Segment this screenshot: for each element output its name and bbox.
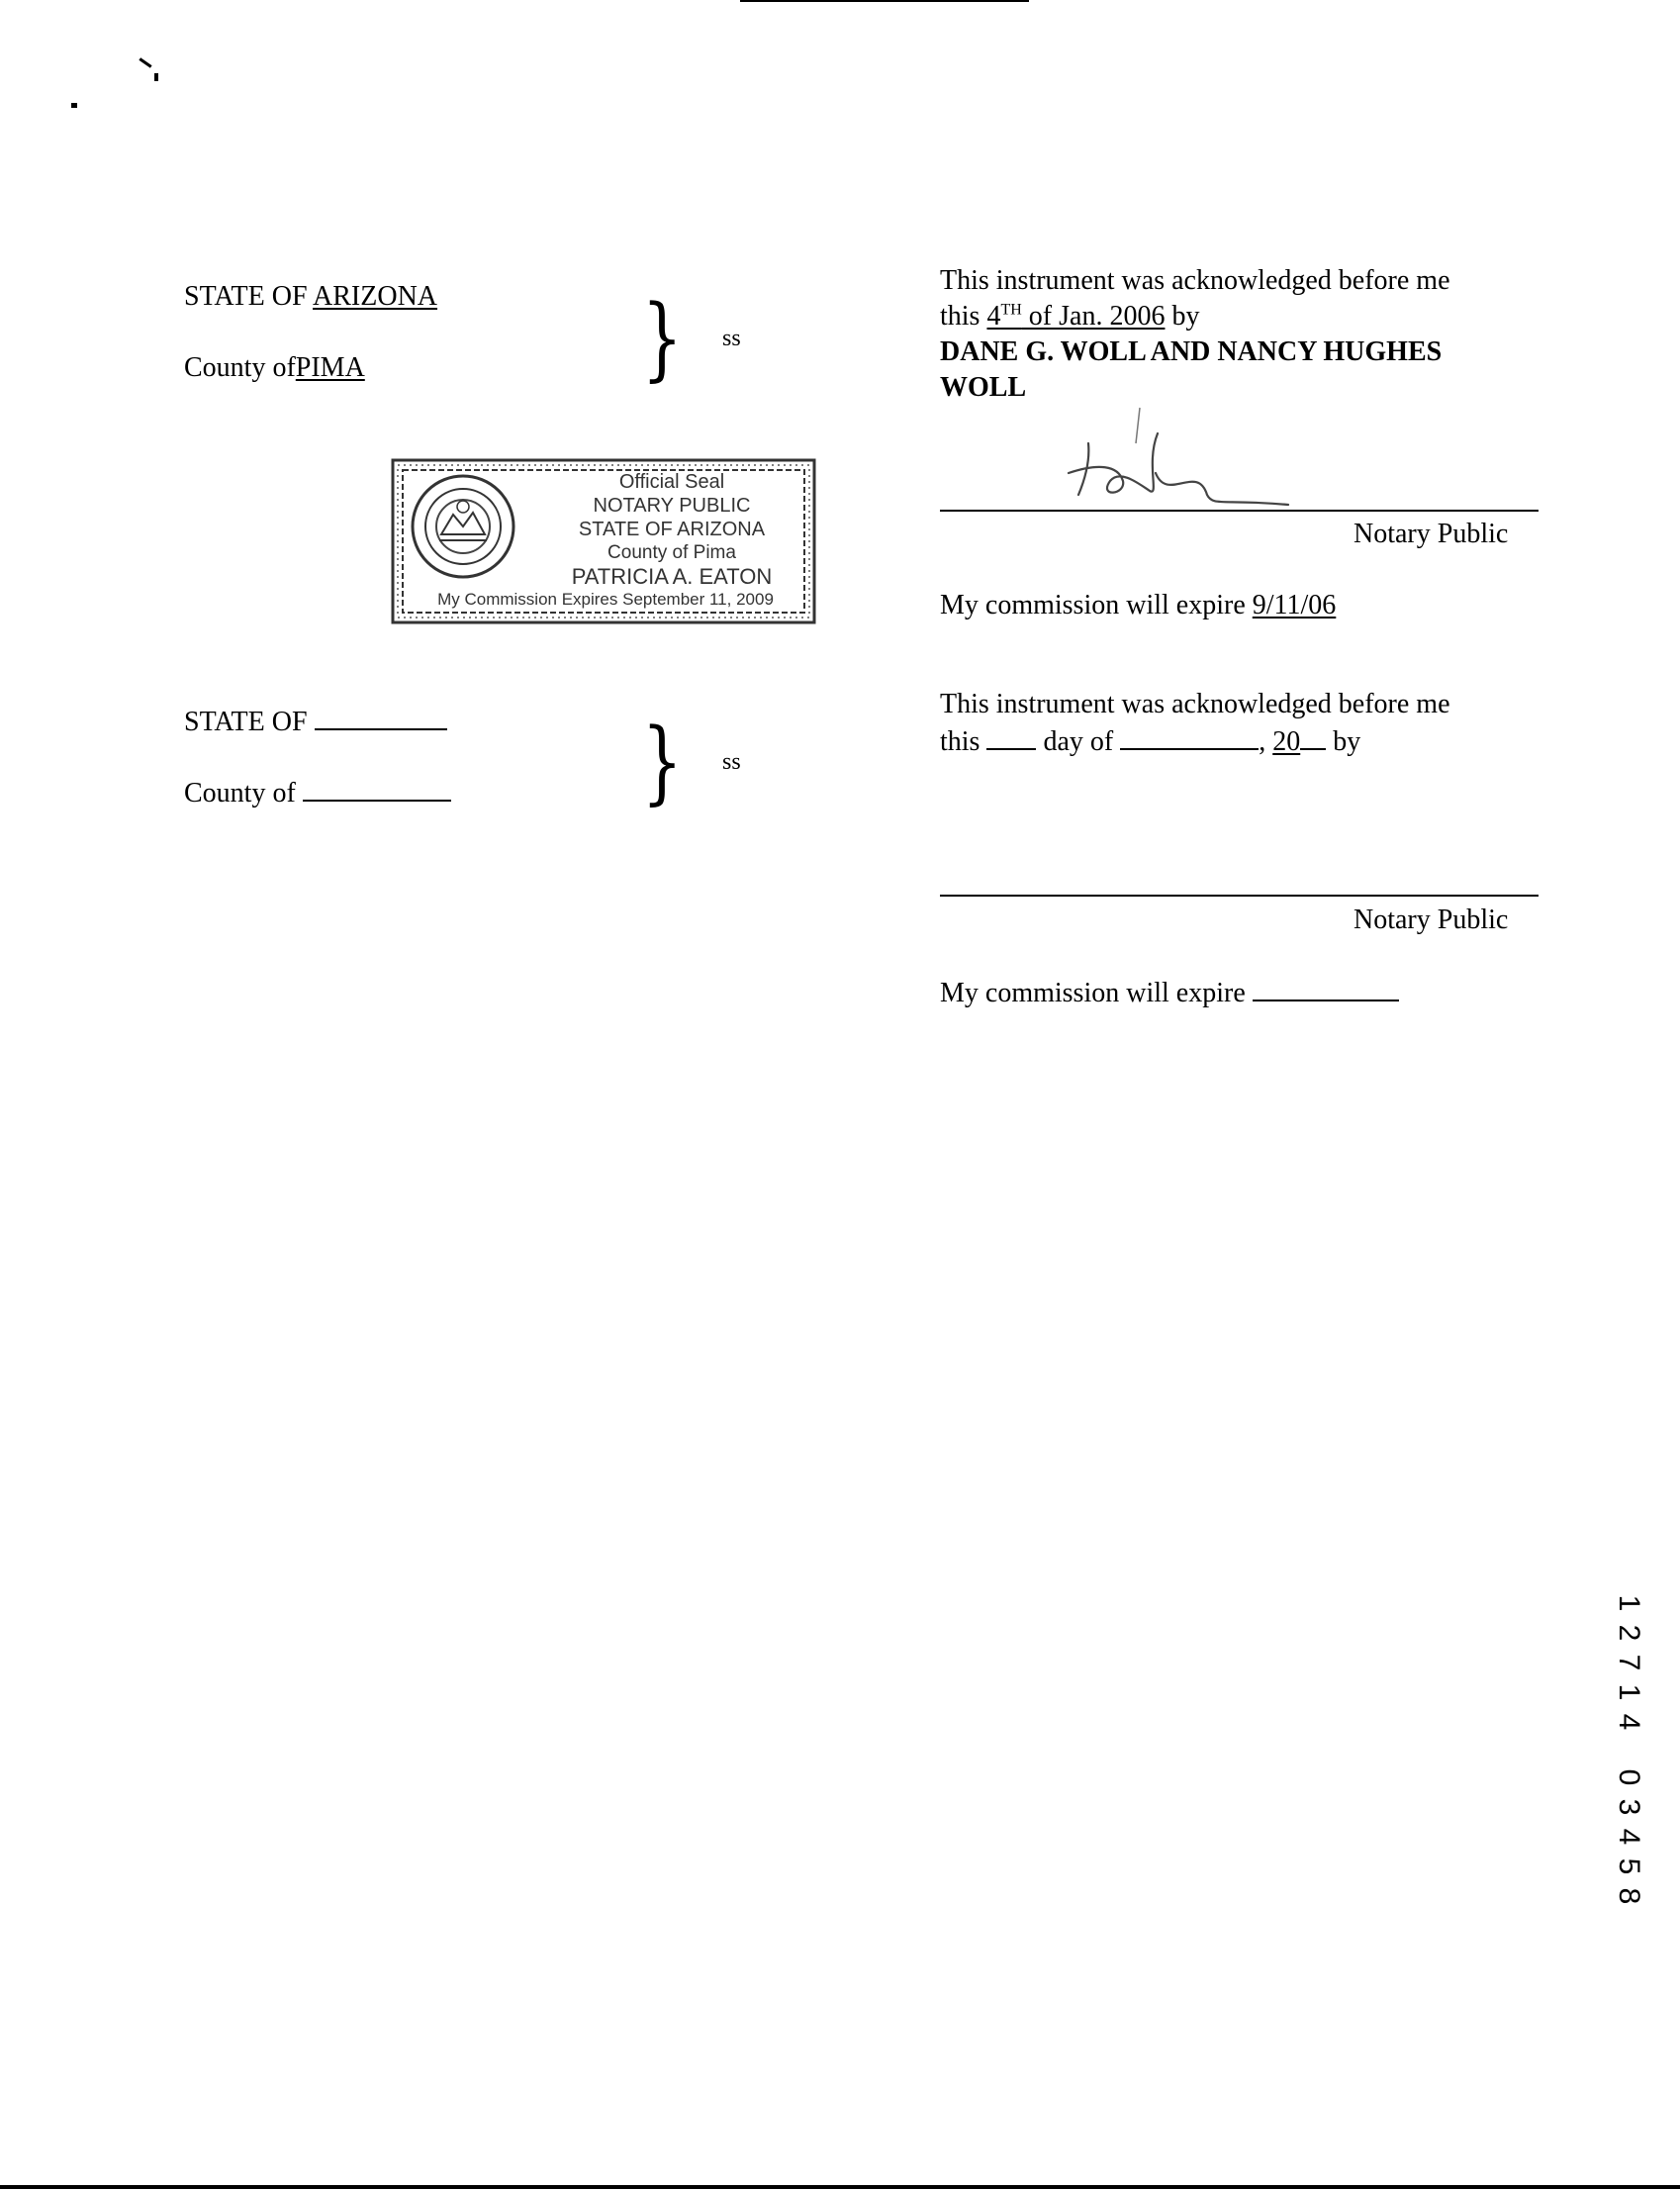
top-edge-mark [740,0,1029,2]
county-label-blank: County of [184,778,296,809]
year-blank [1300,722,1326,750]
ss-label: ss [722,749,741,775]
commission-label-blank: My commission will expire [940,978,1246,1008]
ack-comma: , [1259,726,1266,757]
state-label-blank: STATE OF [184,707,308,737]
recording-digit: 1 [1613,1683,1645,1701]
ack-day-of: day of [1043,726,1114,757]
recording-digit: 7 [1613,1654,1645,1671]
state-value: ARIZONA [313,281,438,312]
notary-seal [390,457,817,625]
state-line [184,279,437,315]
state-blank [315,703,447,730]
ack-date [986,301,1165,332]
county-line-blank [184,774,451,811]
notary-public-label-blank: Notary Public [1353,905,1509,935]
recording-digit: 8 [1613,1887,1645,1905]
recording-digit: 1 [1613,1594,1645,1612]
recording-number [1611,1588,1646,1911]
county-blank [303,774,451,802]
seal-line-state: STATE OF ARIZONA [578,519,766,540]
recording-digit: 2 [1613,1624,1645,1642]
county-label: County of [184,352,296,383]
brace-symbol: } [641,709,683,814]
month-blank [1120,722,1259,750]
commission-line-blank [940,974,1399,1011]
ack-year-prefix: 20 [1272,726,1301,757]
notary-signature [1029,404,1306,513]
ack-by: by [1171,301,1200,332]
day-blank [986,722,1036,750]
signature-line-blank [940,895,1539,897]
state-line-blank [184,703,447,740]
seal-line-expires: My Commission Expires September 11, 2009 [437,590,774,609]
recording-digit: 3 [1613,1798,1645,1816]
acknowledgment-line-1: This instrument was acknowledged before me [940,265,1450,296]
brace-symbol: } [641,285,683,391]
ack-this: this [940,301,980,332]
signature-line [940,510,1539,512]
recording-digit: 0 [1613,1768,1645,1786]
seal-line-notary: NOTARY PUBLIC [593,495,751,517]
acknowledgment-line-1-blank: This instrument was acknowledged before me [940,689,1450,719]
scan-speck [154,73,158,81]
recording-digit: 4 [1613,1713,1645,1731]
scan-speck [139,57,151,67]
ss-label: ss [722,326,741,351]
ack-this-blank: this [940,726,980,757]
commission-label: My commission will expire [940,590,1246,620]
commission-blank [1253,974,1399,1001]
county-line [184,350,365,386]
bottom-edge-mark [0,2185,1680,2189]
ack-day: 4 [986,301,1001,332]
recording-digit: 5 [1613,1858,1645,1875]
seal-line-county: County of Pima [607,542,736,563]
commission-value: 9/11/06 [1252,590,1337,620]
ack-month-year: of Jan. 2006 [1021,301,1166,332]
ack-day-suffix: TH [1000,301,1022,319]
seal-line-official: Official Seal [618,471,725,493]
acknowledgment-line-2-blank [940,722,1360,760]
state-label: STATE OF [184,281,308,312]
acknowledgment-line-2 [940,299,1199,334]
notary-public-label: Notary Public [1353,519,1509,549]
recording-digit: 4 [1613,1828,1645,1846]
commission-line [940,588,1336,623]
county-value: PIMA [295,352,365,383]
scan-speck [71,103,77,108]
seal-line-name: PATRICIA A. EATON [571,564,773,589]
signer-names-line-2: WOLL [940,372,1027,403]
ack-by-blank: by [1333,726,1361,757]
signer-names-line-1: DANE G. WOLL AND NANCY HUGHES [940,336,1443,367]
